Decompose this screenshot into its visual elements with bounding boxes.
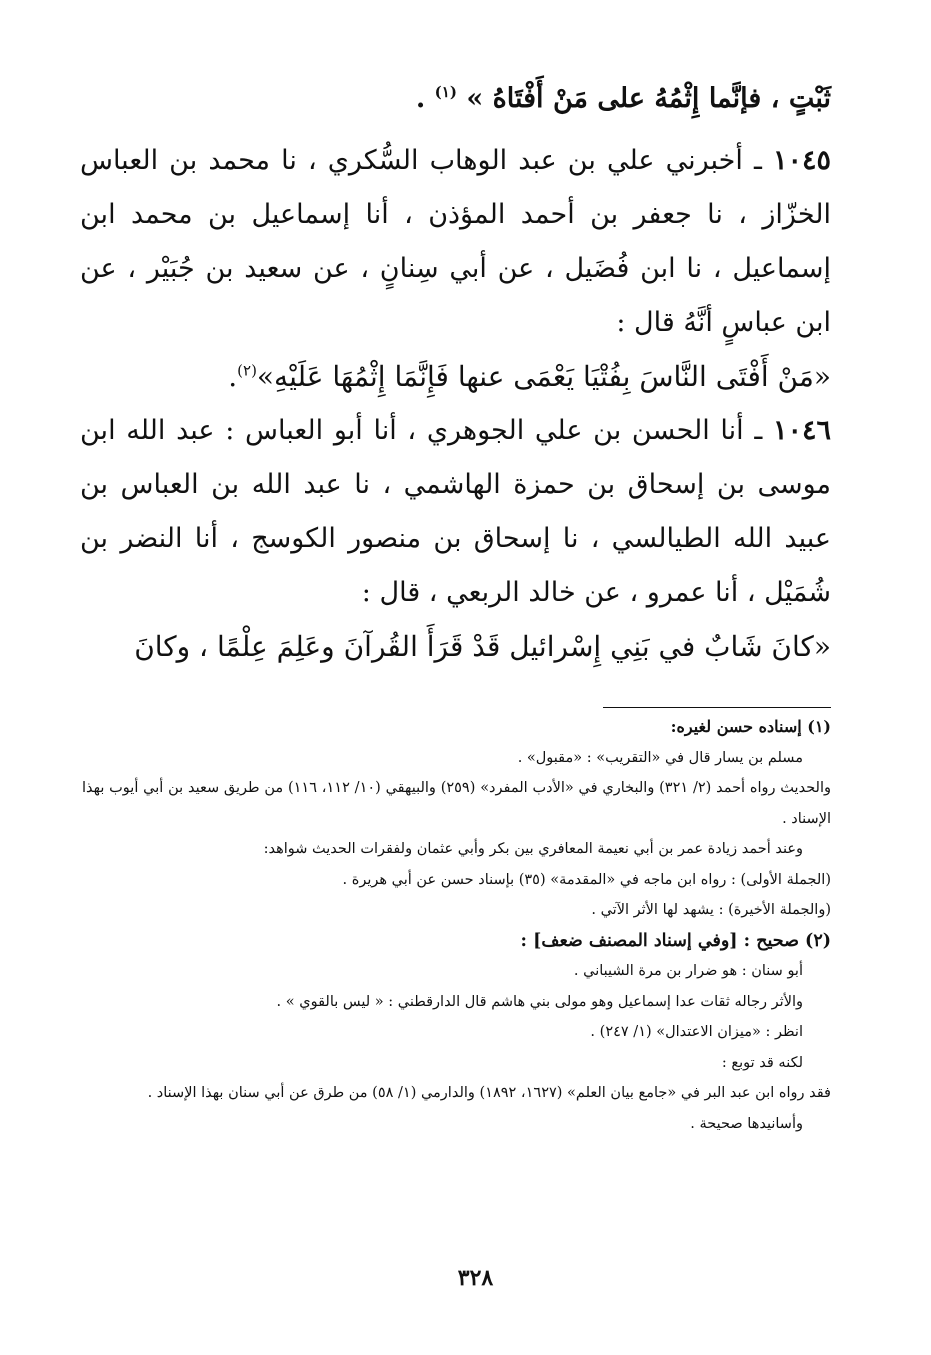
footnote-2-line: وأسانيدها صحيحة . [690, 1115, 803, 1132]
quote-1-text: «مَنْ أَفْتَى النَّاسَ بِفُتْيَا يَعْمَى عنها فَإِنَّمَا إِثْمُهَا عَلَيْهِ» [256, 360, 831, 393]
continuation-end: . [415, 83, 435, 114]
footnote-2-heading: (٢) صحيح : [وفي إسناد المصنف ضعف] : [520, 930, 831, 951]
footnote-1-line: (والجملة الأخيرة) : يشهد لها الأثر الآتي . [591, 902, 831, 918]
footnote-ref-2: (٢) [237, 361, 257, 380]
continuation-text: ثَبْتٍ ، فإنَّما إِثْمُهُ على مَنْ أَفْتَاهُ » [456, 83, 831, 114]
footnote-1-line: (الجملة الأولى) : رواه ابن ماجه في «المقدمة» (٣٥) بإسناد حسن عن أبي هريرة . [342, 871, 831, 888]
footnote-1-line: وعند أحمد زيادة عمر بن أبي نعيمة المعافري بين بكر وأبي عثمان ولفقرات الحديث شواهد: [263, 841, 803, 857]
narration-text-1045: ـ أخبرني علي بن عبد الوهاب السُّكري ، نا محمد بن العباس الخزّاز ، نا جعفر بن أحمد المؤذن ، أنا إسماعيل بن محمد ابن إسماعيل ، نا ابن فُضَيل ، عن أبي سِنانٍ ، عن سعيد بن جُبَيْر ، عن ابن عباسٍ أنَّهُ قال : [80, 145, 831, 338]
footnote-1-heading: (١) إسناده حسن لغيره: [670, 717, 831, 736]
footnotes [82, 712, 831, 1139]
footnote-1-line: مسلم بن يسار قال في «التقريب» : «مقبول» . [517, 749, 803, 766]
footnote-2-line: انظر : «ميزان الاعتدال» (١/ ٢٤٧) . [590, 1024, 803, 1040]
main-text [80, 72, 831, 674]
quote-1 [80, 350, 831, 404]
narration-number-1046: ١٠٤٦ [772, 415, 831, 446]
footnote-ref-1: (١) [434, 83, 457, 101]
narration-1045 [80, 134, 831, 350]
page-number: ٣٢٨ [457, 1265, 494, 1291]
footnote-2-line: فقد رواه ابن عبد البر في «جامع بيان العلم» (١٦٢٧، ١٨٩٢) والدارمي (١/ ٥٨) من طرق عن أبي سنان بهذا الإسناد . [147, 1085, 831, 1101]
quote-2: «كانَ شَابٌ في بَنِي إِسْرائيل قَدْ قَرَأَ القُرآنَ وعَلِمَ عِلْمًا ، وكانَ [134, 630, 831, 663]
footnote-2-line: والأثر رجاله ثقات عدا إسماعيل وهو مولى بني هاشم قال الدارقطني : « ليس بالقوي » . [276, 993, 803, 1010]
footnote-separator [603, 707, 831, 708]
footnote-1-line: والحديث رواه أحمد (٢/ ٣٢١) والبخاري في «الأدب المفرد» (٢٥٩) والبيهقي (١٠/ ١١٢، ١١٦) من طريق سعيد بن أبي أيوب بهذا الإسناد . [82, 780, 831, 827]
continuation-line [80, 72, 831, 126]
quote-1-end: . [228, 360, 238, 393]
narration-number-1045: ١٠٤٥ [772, 145, 831, 176]
footnote-2-line: أبو سنان : هو ضرار بن مرة الشيباني . [573, 963, 803, 979]
narration-1046 [80, 404, 831, 620]
footnote-2-line: لكنه قد توبع : [721, 1054, 803, 1071]
narration-text-1046: ـ أنا الحسن بن علي الجوهري ، أنا أبو العباس : عبد الله ابن موسى بن إسحاق بن حمزة الهاشمي ، نا عبد الله بن العباس بن عبيد الله الطيالسي ، نا إسحاق بن منصور الكوسج ، أنا النضر بن شُمَيْل ، أنا عمرو ، عن خالد الربعي ، قال : [80, 415, 831, 608]
